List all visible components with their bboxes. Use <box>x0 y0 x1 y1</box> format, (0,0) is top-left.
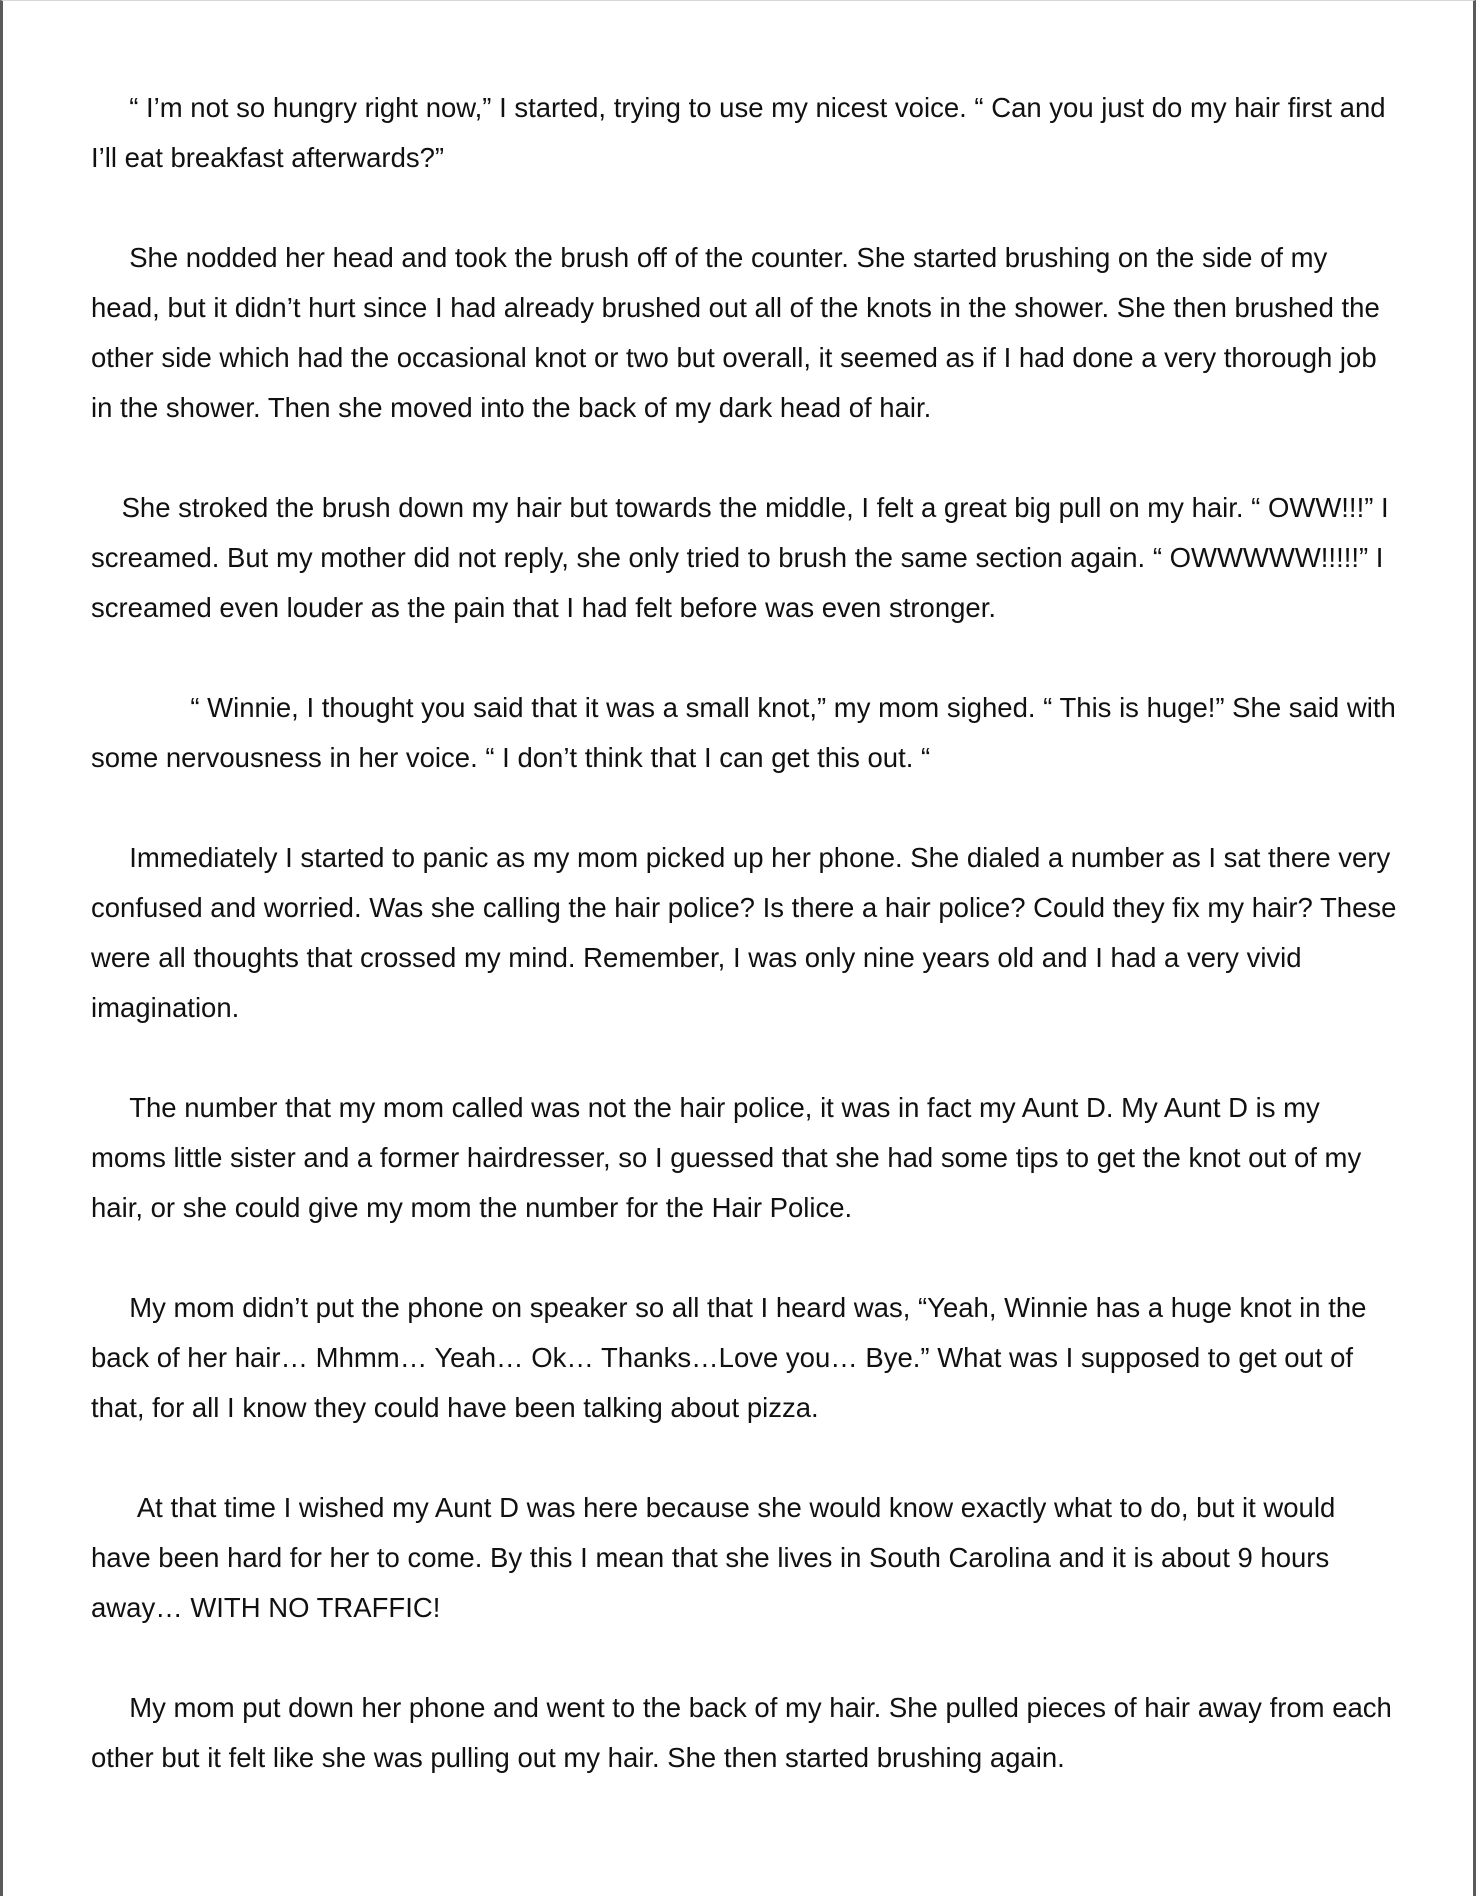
paragraph-7: My mom didn’t put the phone on speaker so all that I heard was, “Yeah, Winnie has a huge knot in the back of her hair… Mhmm… Yeah… Ok… Thanks…Love you… Bye.” What was I supposed to get out of that, for all I know they could have been talking about pizza. <box>91 1292 1375 1423</box>
paragraph-5: Immediately I started to panic as my mom picked up her phone. She dialed a number as I sat there very confused and worried. Was she calling the hair police? Is there a hair police? Could they fix my hair? These were all thoughts that crossed my mind. Remember, I was only nine years old and I had a very vivid imagination. <box>91 842 1405 1023</box>
paragraph-2: She nodded her head and took the brush off of the counter. She started brushing on the side of my head, but it didn’t hurt since I had already brushed out all of the knots in the shower. She then brushed the other side which had the occasional knot or two but overall, it seemed as if I had done a very thorough job in the shower. Then she moved into the back of my dark head of hair. <box>91 242 1388 423</box>
paragraph-8: At that time I wished my Aunt D was here because she would know exactly what to do, but it would have been hard for her to come. By this I mean that she lives in South Carolina and it is about 9 hours away… WITH NO TRAFFIC! <box>91 1492 1343 1623</box>
paragraph-4: “ Winnie, I thought you said that it was a small knot,” my mom sighed. “ This is huge!” She said with some nervousness in her voice. “ I don’t think that I can get this out. “ <box>91 692 1404 773</box>
paragraph-3: She stroked the brush down my hair but towards the middle, I felt a great big pull on my hair. “ OWW!!!” I screamed. But my mother did not reply, she only tried to brush the same section again. “ OWWWWW!!!!!” I screamed even louder as the pain that I had felt before was even stronger. <box>91 492 1397 623</box>
paragraph-9: My mom put down her phone and went to the back of my hair. She pulled pieces of hair away from each other but it felt like she was pulling out my hair. She then started brushing again. <box>91 1692 1400 1773</box>
paragraph-6: The number that my mom called was not the hair police, it was in fact my Aunt D. My Aunt D is my moms little sister and a former hairdresser, so I guessed that she had some tips to get the knot out of my hair, or she could give my mom the number for the Hair Police. <box>91 1092 1369 1223</box>
document-body <box>91 83 1405 1783</box>
paragraph-1: “ I’m not so hungry right now,” I started, trying to use my nicest voice. “ Can you just do my hair first and I’ll eat breakfast afterwards?” <box>91 92 1394 173</box>
